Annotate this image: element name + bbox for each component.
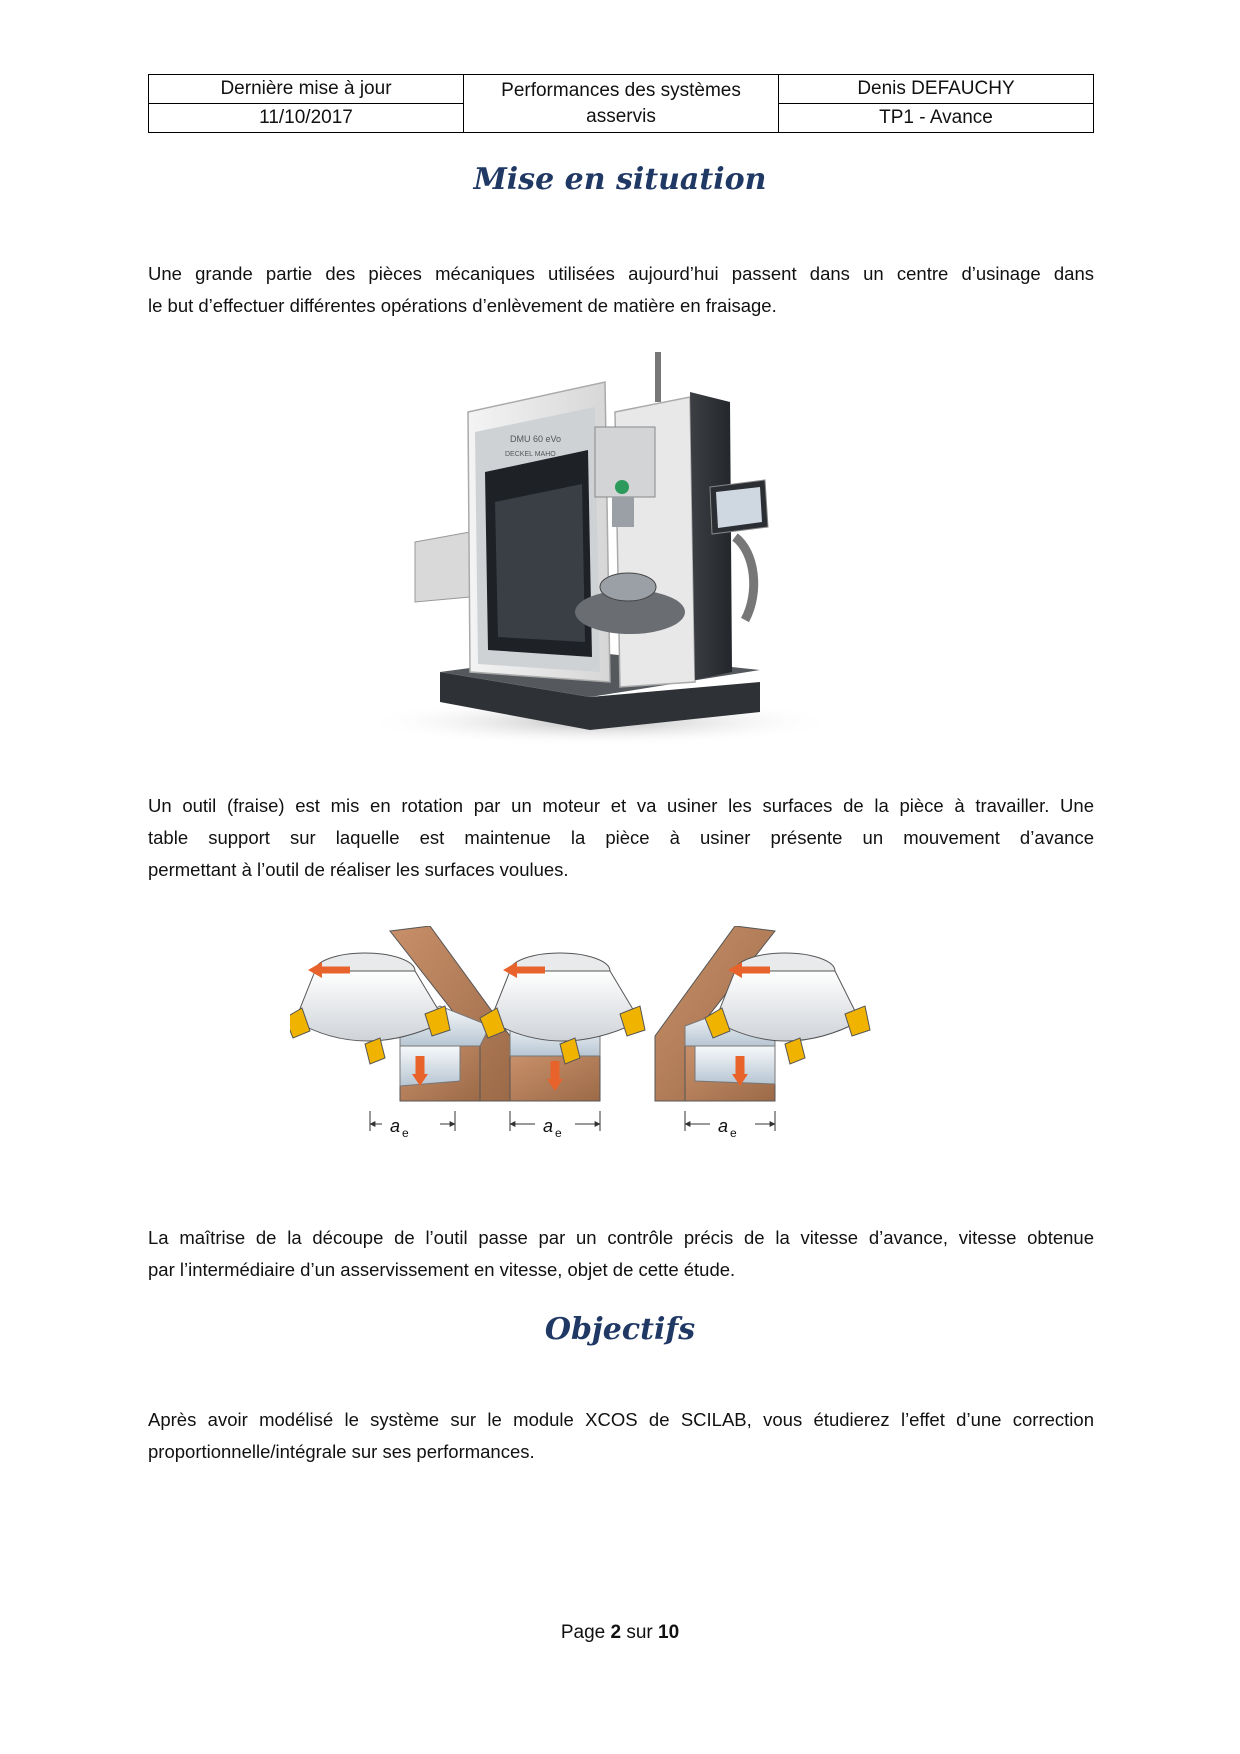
ae-label-middle: a (543, 1116, 554, 1136)
footer-prefix: Page (560, 1622, 611, 1643)
paragraph-objectives (148, 1404, 1094, 1468)
cutter-left (290, 926, 510, 1140)
ae-subscript-left: e (402, 1126, 409, 1140)
paragraph-line: par l’intermédiaire d’un asservissement en vitesse, objet de cette étude. (148, 1259, 736, 1280)
ae-subscript-right: e (730, 1126, 737, 1140)
ae-label-left: a (390, 1116, 401, 1136)
header-date: 11/10/2017 (149, 104, 464, 133)
ae-label-right: a (718, 1116, 729, 1136)
ae-subscript-middle: e (555, 1126, 562, 1140)
header-tp-name: TP1 - Avance (779, 104, 1094, 133)
paragraph-control (148, 1222, 1094, 1286)
machine-brand-label: DECKEL MAHO (505, 451, 556, 458)
paragraph-line: le but d’effectuer différentes opérations d’enlèvement de matière en fraisage. (148, 295, 777, 316)
paragraph-line: proportionnelle/intégrale sur ses performances. (148, 1441, 535, 1462)
paragraph-line: Après avoir modélisé le système sur le module XCOS de SCILAB, vous étudierez l’effet d’une correction (148, 1409, 1094, 1430)
footer-current-page: 2 (610, 1622, 622, 1643)
machining-center-image (360, 352, 880, 747)
cutter-right (655, 926, 870, 1140)
footer-total-pages: 10 (658, 1622, 680, 1643)
header-table (148, 74, 1094, 133)
page-footer (0, 1622, 1240, 1644)
milling-diagram (290, 926, 940, 1176)
header-course-title: Performances des systèmes asservis (464, 75, 779, 133)
paragraph-line: table support sur laquelle est maintenue la pièce à usiner présente un mouvement d’avance (148, 827, 1094, 848)
header-author: Denis DEFAUCHY (779, 75, 1094, 104)
paragraph-line: Un outil (fraise) est mis en rotation par un moteur et va usiner les surfaces de la pièce à travailler. Une (148, 795, 1094, 816)
paragraph-line: La maîtrise de la découpe de l’outil passe par un contrôle précis de la vitesse d’avance, vitesse obtenue (148, 1227, 1094, 1248)
paragraph-intro (148, 258, 1094, 322)
machine-model-label: DMU 60 eVo (510, 434, 562, 444)
paragraph-tool (148, 790, 1094, 886)
section-title-situation: Mise en situation (473, 162, 767, 197)
section-title-objectifs: Objectifs (544, 1312, 696, 1347)
paragraph-line: Une grande partie des pièces mécaniques utilisées aujourd’hui passent dans un centre d’usinage dans (148, 263, 1094, 284)
footer-mid: sur (621, 1622, 659, 1643)
header-last-update-label: Dernière mise à jour (149, 75, 464, 104)
paragraph-line: permettant à l’outil de réaliser les surfaces voulues. (148, 859, 569, 880)
